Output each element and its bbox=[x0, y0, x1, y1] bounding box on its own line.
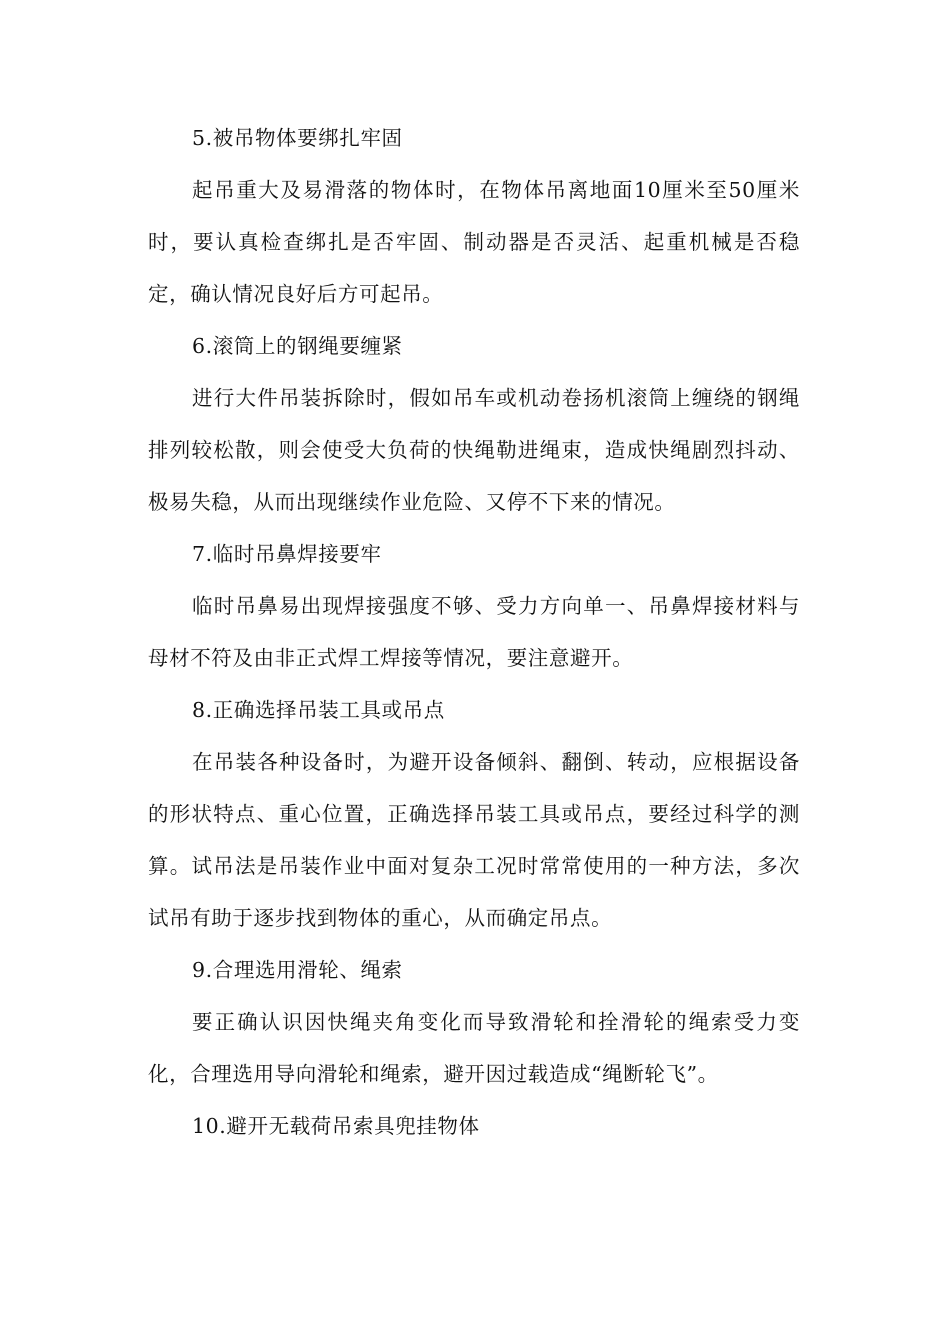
body-paragraph-5: 起吊重大及易滑落的物体时，在物体吊离地面10厘米至50厘米时，要认真检查绑扎是否牢固、制动器是否灵活、起重机械是否稳定，确认情况良好后方可起吊。 bbox=[148, 178, 800, 306]
section-heading-8: 8.正确选择吊装工具或吊点 bbox=[192, 698, 445, 722]
section-heading-9: 9.合理选用滑轮、绳索 bbox=[192, 958, 403, 982]
body-paragraph-7: 临时吊鼻易出现焊接强度不够、受力方向单一、吊鼻焊接材料与母材不符及由非正式焊工焊接等情况，要注意避开。 bbox=[148, 594, 800, 670]
section-heading-6: 6.滚筒上的钢绳要缠紧 bbox=[192, 334, 403, 358]
body-paragraph-9: 要正确认识因快绳夹角变化而导致滑轮和拴滑轮的绳索受力变化，合理选用导向滑轮和绳索，避开因过载造成“绳断轮飞”。 bbox=[148, 1010, 800, 1086]
body-paragraph-6: 进行大件吊装拆除时，假如吊车或机动卷扬机滚筒上缠绕的钢绳排列较松散，则会使受大负荷的快绳勒进绳束，造成快绳剧烈抖动、极易失稳，从而出现继续作业危险、又停不下来的情况。 bbox=[148, 386, 800, 514]
section-heading-7: 7.临时吊鼻焊接要牢 bbox=[192, 542, 382, 566]
section-heading-10: 10.避开无载荷吊索具兜挂物体 bbox=[192, 1114, 480, 1138]
body-paragraph-8: 在吊装各种设备时，为避开设备倾斜、翻倒、转动，应根据设备的形状特点、重心位置，正确选择吊装工具或吊点，要经过科学的测算。试吊法是吊装作业中面对复杂工况时常常使用的一种方法，多次试吊有助于逐步找到物体的重心，从而确定吊点。 bbox=[148, 750, 800, 930]
section-heading-5: 5.被吊物体要绑扎牢固 bbox=[192, 126, 403, 150]
document-page bbox=[148, 112, 800, 1152]
